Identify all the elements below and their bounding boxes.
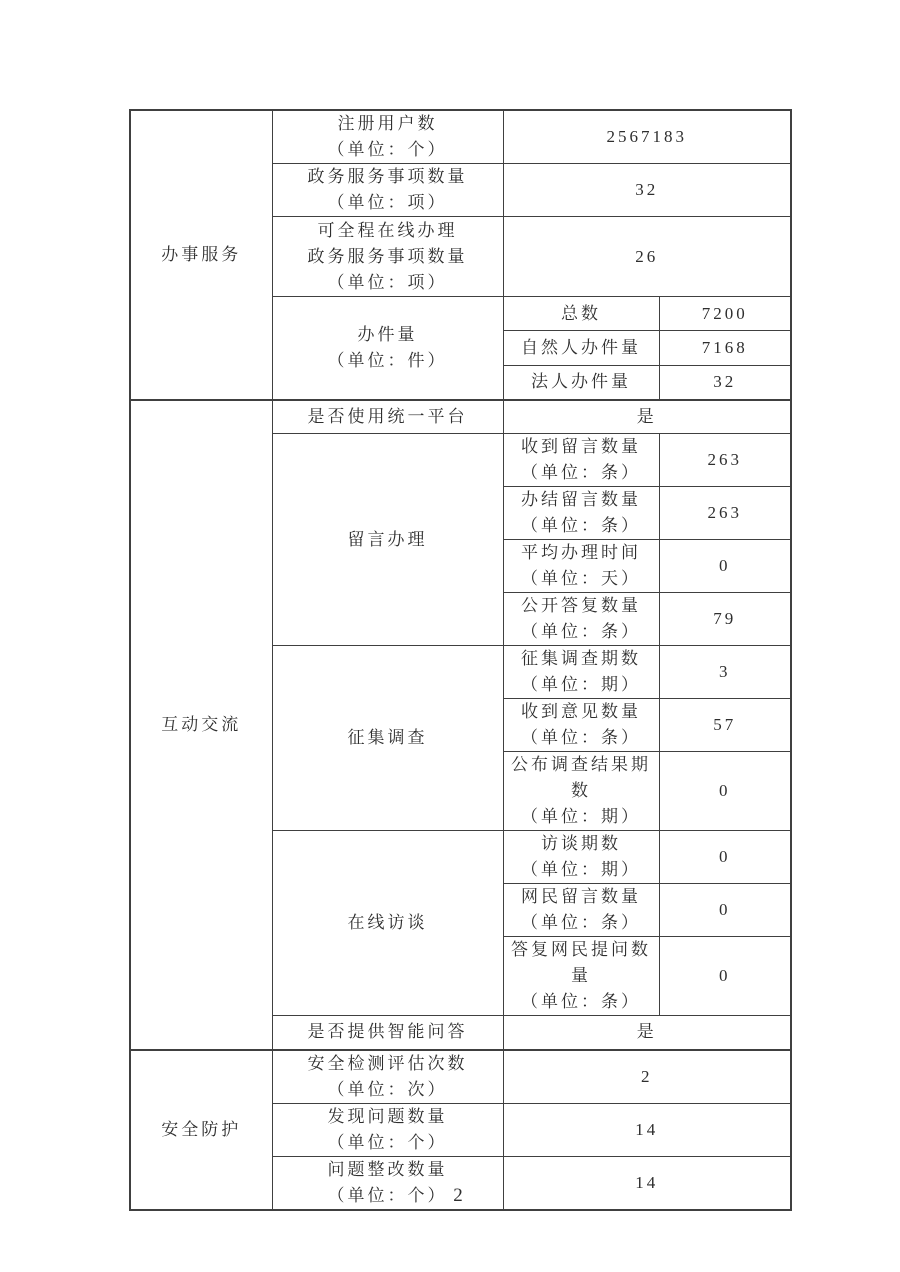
- security-problems-found-unit: （单位：个）: [327, 1132, 448, 1152]
- interviews-messages-label: 网民留言数量: [521, 887, 641, 906]
- registered-users-label: 注册用户数: [337, 114, 438, 133]
- service-items-label: 政务服务事项数量: [307, 167, 468, 186]
- row-value-security-problems-fixed: 14: [503, 1156, 791, 1210]
- interviews-replies-unit: （单位：条）: [521, 992, 641, 1011]
- sub-label-cases-legal: 法人办件量: [503, 366, 659, 400]
- sub-group-cell-interviews: 在线访谈: [272, 831, 503, 1016]
- surveys-opinions-label: 收到意见数量: [521, 702, 641, 721]
- row-label-surveys-count: [503, 646, 659, 699]
- messages-public-replies-unit: （单位：条）: [521, 622, 641, 641]
- row-value-interviews-count: 0: [659, 831, 791, 884]
- surveys-opinions-unit: （单位：条）: [521, 728, 641, 747]
- row-value-service-items: 32: [503, 164, 791, 217]
- row-label-unified-platform: 是否使用统一平台: [272, 400, 503, 434]
- row-label-registered-users: [272, 110, 503, 164]
- cases-unit: （单位：件）: [327, 350, 448, 370]
- sub-value-cases-natural: 7168: [659, 331, 791, 366]
- group-cell-security: 安全防护: [130, 1050, 272, 1210]
- row-label-service-items: [272, 164, 503, 217]
- surveys-count-unit: （单位：期）: [521, 675, 641, 694]
- row-value-online-items: 26: [503, 217, 791, 297]
- sub-group-cell-messages: 留言办理: [272, 434, 503, 646]
- messages-public-replies-label: 公开答复数量: [521, 596, 641, 615]
- sub-value-cases-legal: 32: [659, 366, 791, 400]
- row-label-cases: [272, 297, 503, 400]
- messages-avg-time-label: 平均办理时间: [521, 543, 641, 562]
- page-number: 2: [453, 1185, 463, 1206]
- interviews-count-label: 访谈期数: [541, 834, 621, 853]
- sub-group-cell-surveys: 征集调查: [272, 646, 503, 831]
- row-value-registered-users: 2567183: [503, 110, 791, 164]
- row-label-interviews-replies: [503, 937, 659, 1016]
- annual-report-table: [129, 109, 792, 1211]
- row-label-messages-public-replies: [503, 593, 659, 646]
- messages-received-label: 收到留言数量: [521, 437, 641, 456]
- interviews-replies-label: 答复网民提问数量: [511, 940, 651, 985]
- row-value-security-problems-found: 14: [503, 1103, 791, 1156]
- row-label-messages-avg-time: [503, 540, 659, 593]
- row-value-security-assessments: 2: [503, 1050, 791, 1104]
- row-value-interviews-replies: 0: [659, 937, 791, 1016]
- row-value-surveys-results: 0: [659, 752, 791, 831]
- surveys-count-label: 征集调查期数: [521, 649, 641, 668]
- messages-avg-time-unit: （单位：天）: [521, 569, 641, 588]
- security-assessments-unit: （单位：次）: [327, 1079, 448, 1099]
- row-value-unified-platform: 是: [503, 400, 791, 434]
- row-value-messages-avg-time: 0: [659, 540, 791, 593]
- group-cell-service: 办事服务: [130, 110, 272, 400]
- row-label-interviews-count: [503, 831, 659, 884]
- row-value-messages-resolved: 263: [659, 487, 791, 540]
- security-problems-found-label: 发现问题数量: [327, 1106, 448, 1126]
- messages-resolved-unit: （单位：条）: [521, 516, 641, 535]
- security-problems-fixed-label: 问题整改数量: [327, 1159, 448, 1179]
- registered-users-unit: （单位：个）: [327, 140, 448, 159]
- row-label-security-assessments: [272, 1050, 503, 1104]
- row-value-smart-qa: 是: [503, 1016, 791, 1050]
- sub-label-cases-natural: 自然人办件量: [503, 331, 659, 366]
- surveys-results-unit: （单位：期）: [521, 807, 641, 826]
- group-cell-interaction: 互动交流: [130, 400, 272, 1050]
- online-items-line1: 可全程在线办理: [317, 220, 458, 240]
- row-label-online-items: [272, 217, 503, 297]
- row-label-security-problems-found: [272, 1103, 503, 1156]
- interviews-count-unit: （单位：期）: [521, 860, 641, 879]
- surveys-results-label: 公布调查结果期数: [511, 755, 651, 800]
- row-label-surveys-opinions: [503, 699, 659, 752]
- row-label-interviews-messages: [503, 884, 659, 937]
- row-value-messages-public-replies: 79: [659, 593, 791, 646]
- row-value-messages-received: 263: [659, 434, 791, 487]
- row-value-surveys-opinions: 57: [659, 699, 791, 752]
- messages-resolved-label: 办结留言数量: [521, 490, 641, 509]
- online-items-unit: （单位：项）: [327, 272, 448, 292]
- sub-value-cases-total: 7200: [659, 297, 791, 331]
- sub-label-cases-total: 总数: [503, 297, 659, 331]
- interviews-messages-unit: （单位：条）: [521, 913, 641, 932]
- row-label-messages-received: [503, 434, 659, 487]
- row-label-messages-resolved: [503, 487, 659, 540]
- row-value-interviews-messages: 0: [659, 884, 791, 937]
- row-value-surveys-count: 3: [659, 646, 791, 699]
- online-items-line2: 政务服务事项数量: [307, 246, 468, 266]
- row-label-smart-qa: 是否提供智能问答: [272, 1016, 503, 1050]
- security-assessments-label: 安全检测评估次数: [307, 1053, 468, 1073]
- messages-received-unit: （单位：条）: [521, 463, 641, 482]
- service-items-unit: （单位：项）: [327, 193, 448, 212]
- row-label-surveys-results: [503, 752, 659, 831]
- cases-label: 办件量: [357, 324, 418, 344]
- security-problems-fixed-unit: （单位：个）: [327, 1185, 448, 1205]
